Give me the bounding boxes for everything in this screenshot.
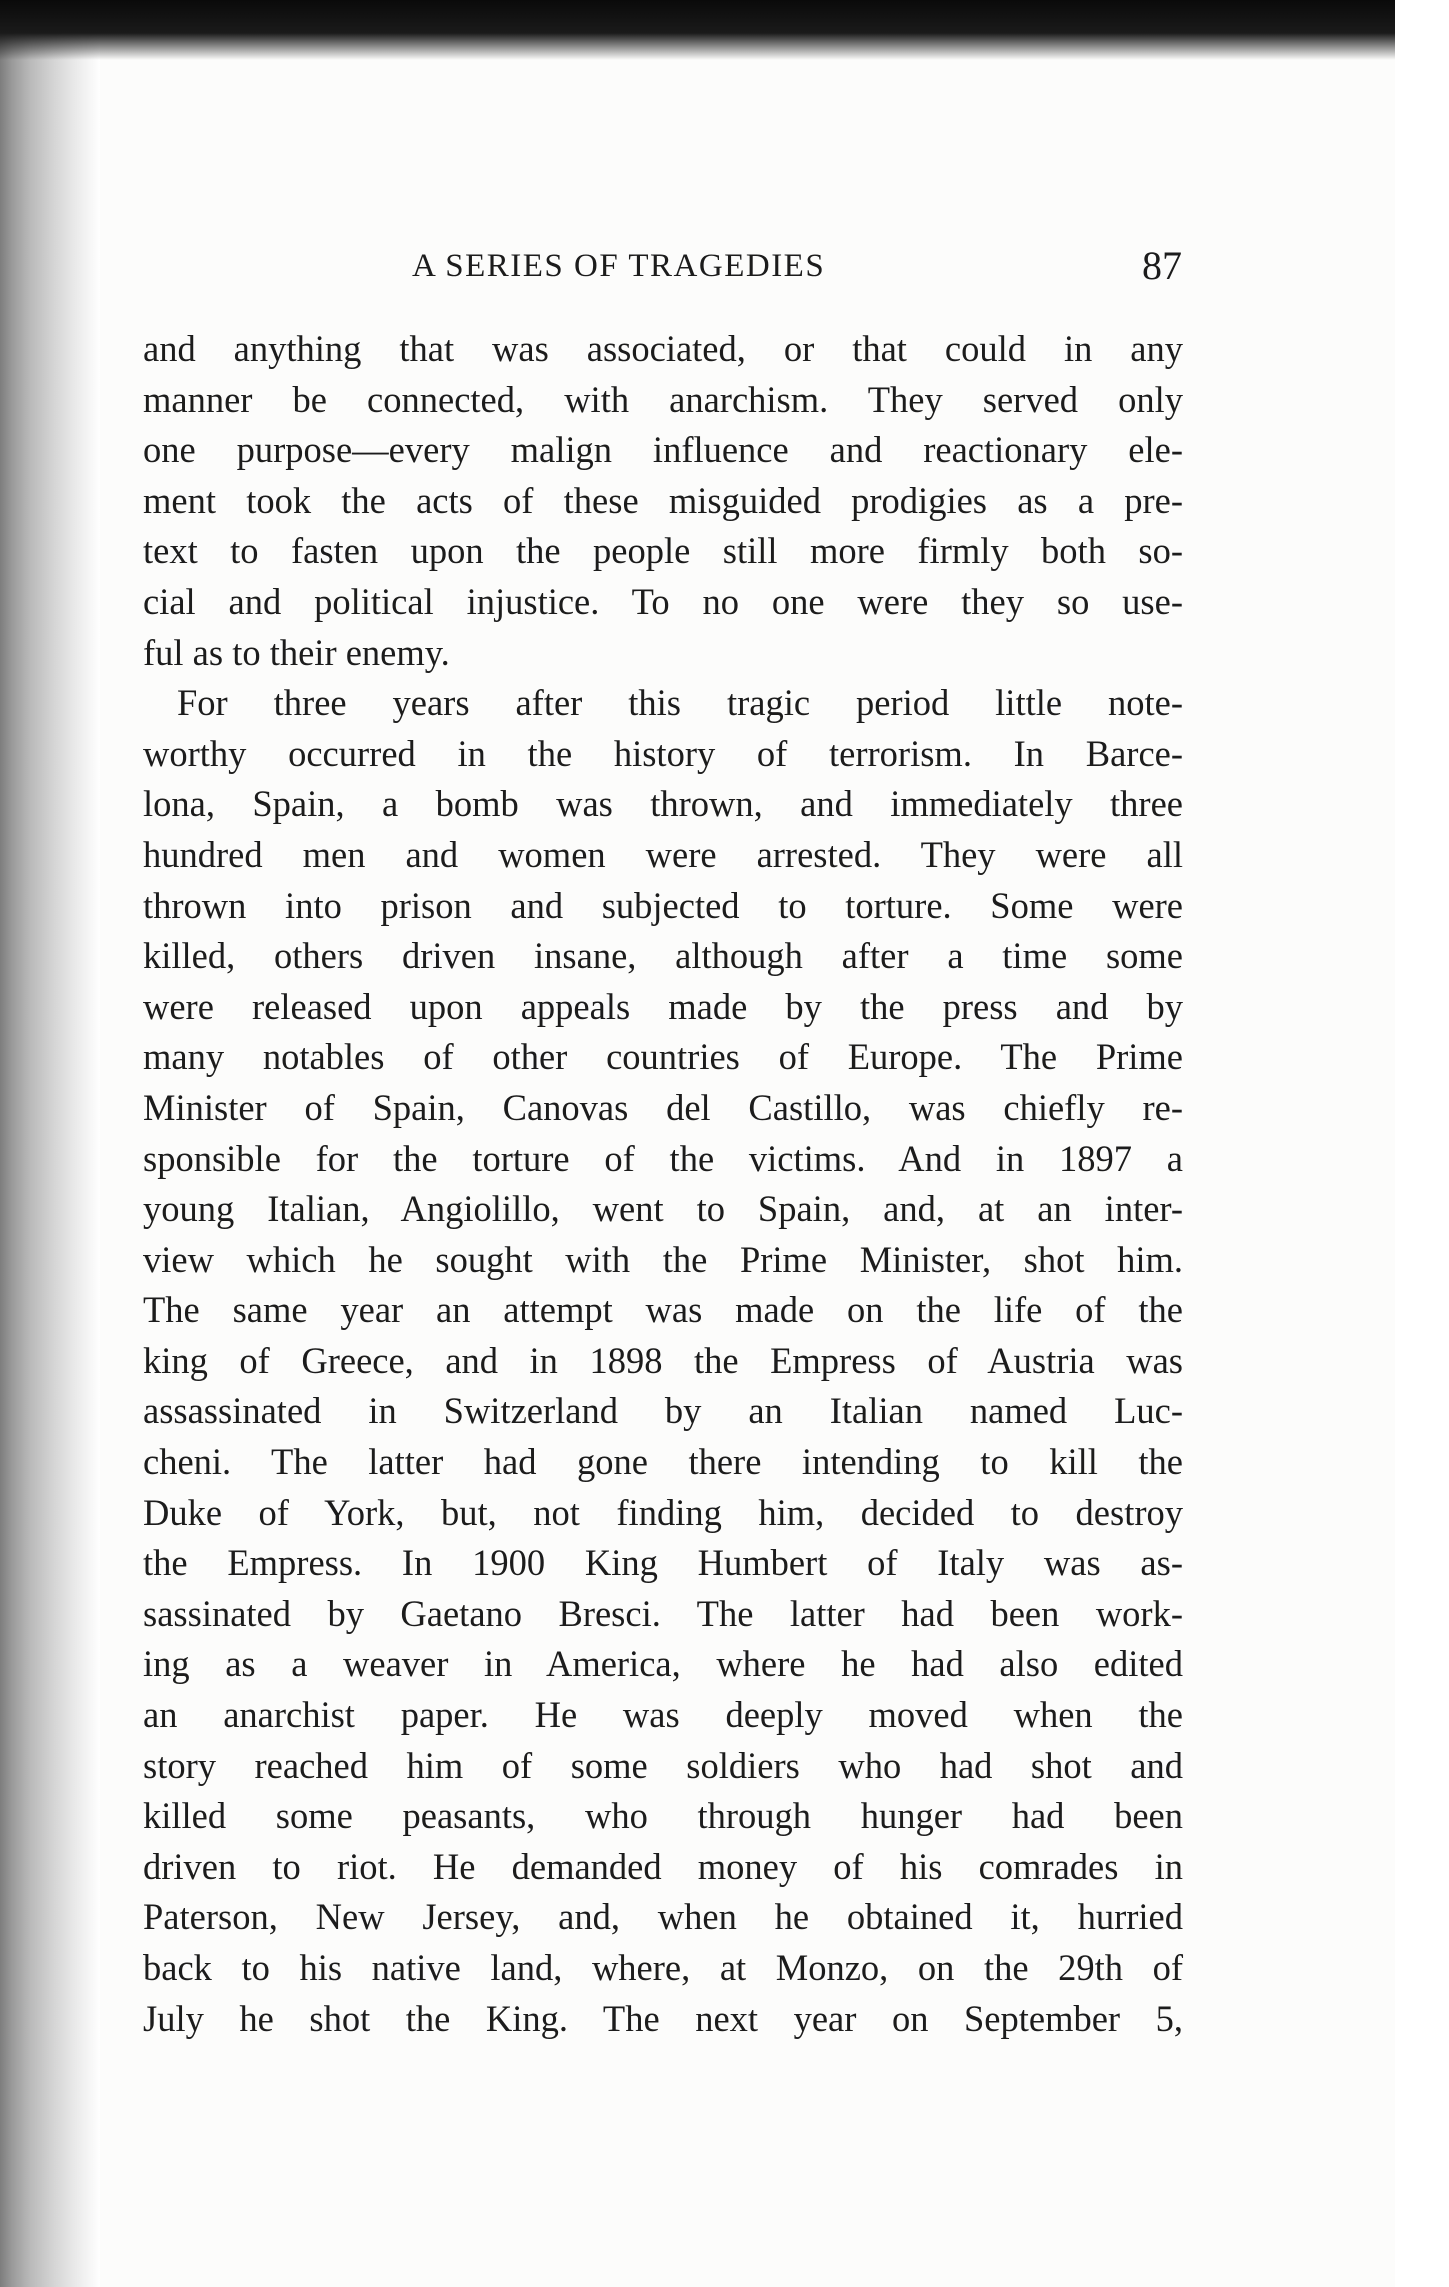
text-line: The same year an attempt was made on the life of the — [143, 1289, 1183, 1331]
text-line: manner be connected, with anarchism. They served only — [143, 378, 1183, 420]
text-line: the Empress. In 1900 King Humbert of Italy was as- — [143, 1542, 1183, 1584]
text-line: hundred men and women were arrested. They were all — [143, 833, 1183, 875]
text-line: Duke of York, but, not finding him, decided to destroy — [143, 1491, 1183, 1533]
text-line: killed some peasants, who through hunger had been — [143, 1795, 1183, 1837]
text-line: king of Greece, and in 1898 the Empress of Austria was — [143, 1339, 1183, 1381]
text-line: July he shot the King. The next year on September 5, — [143, 1997, 1183, 2039]
text-line: driven to riot. He demanded money of his comrades in — [143, 1845, 1183, 1887]
text-line: young Italian, Angiolillo, went to Spain, and, at an inter- — [143, 1188, 1183, 1230]
text-line: were released upon appeals made by the press and by — [143, 985, 1183, 1027]
text-line: and anything that was associated, or that could in any — [143, 328, 1183, 369]
text-line: For three years after this tragic period little note- — [177, 682, 1183, 724]
text-line: many notables of other countries of Europe. The Prime — [143, 1036, 1183, 1078]
text-line: ing as a weaver in America, where he had also edited — [143, 1643, 1183, 1685]
text-line: view which he sought with the Prime Minister, shot him. — [143, 1238, 1183, 1280]
running-title: A SERIES OF TRAGEDIES — [412, 248, 826, 284]
text-line: story reached him of some soldiers who had shot and — [143, 1744, 1183, 1786]
text-line: sponsible for the torture of the victims. And in 1897 a — [143, 1137, 1183, 1179]
text-line: thrown into prison and subjected to torture. Some were — [143, 884, 1183, 926]
page-gutter-shadow — [0, 0, 100, 2287]
text-line: an anarchist paper. He was deeply moved when the — [143, 1694, 1183, 1736]
right-margin — [1395, 0, 1449, 2287]
text-line: worthy occurred in the history of terrorism. In Barce- — [143, 732, 1183, 774]
text-line: one purpose—every malign influence and reactionary ele- — [143, 429, 1183, 471]
text-line: sassinated by Gaetano Bresci. The latter had been work- — [143, 1592, 1183, 1634]
text-line: killed, others driven insane, although after a time some — [143, 935, 1183, 977]
text-line: cheni. The latter had gone there intending to kill the — [143, 1441, 1183, 1483]
page-number: 87 — [1142, 243, 1182, 288]
text-line: ment took the acts of these misguided prodigies as a pre- — [143, 479, 1183, 521]
text-line: lona, Spain, a bomb was thrown, and immediately three — [143, 783, 1183, 825]
top-edge-shadow — [0, 0, 1395, 60]
body-text — [143, 324, 1183, 2044]
text-line: Minister of Spain, Canovas del Castillo, was chiefly re- — [143, 1086, 1183, 1128]
text-line: Paterson, New Jersey, and, when he obtained it, hurried — [143, 1896, 1183, 1938]
text-line: text to fasten upon the people still more firmly both so- — [143, 530, 1183, 572]
text-line: ful as to their enemy. — [143, 631, 450, 673]
running-header — [372, 243, 1182, 288]
text-line: assassinated in Switzerland by an Italian named Luc- — [143, 1390, 1183, 1432]
text-line: cial and political injustice. To no one were they so use- — [143, 580, 1183, 622]
text-line: back to his native land, where, at Monzo, on the 29th of — [143, 1947, 1183, 1988]
